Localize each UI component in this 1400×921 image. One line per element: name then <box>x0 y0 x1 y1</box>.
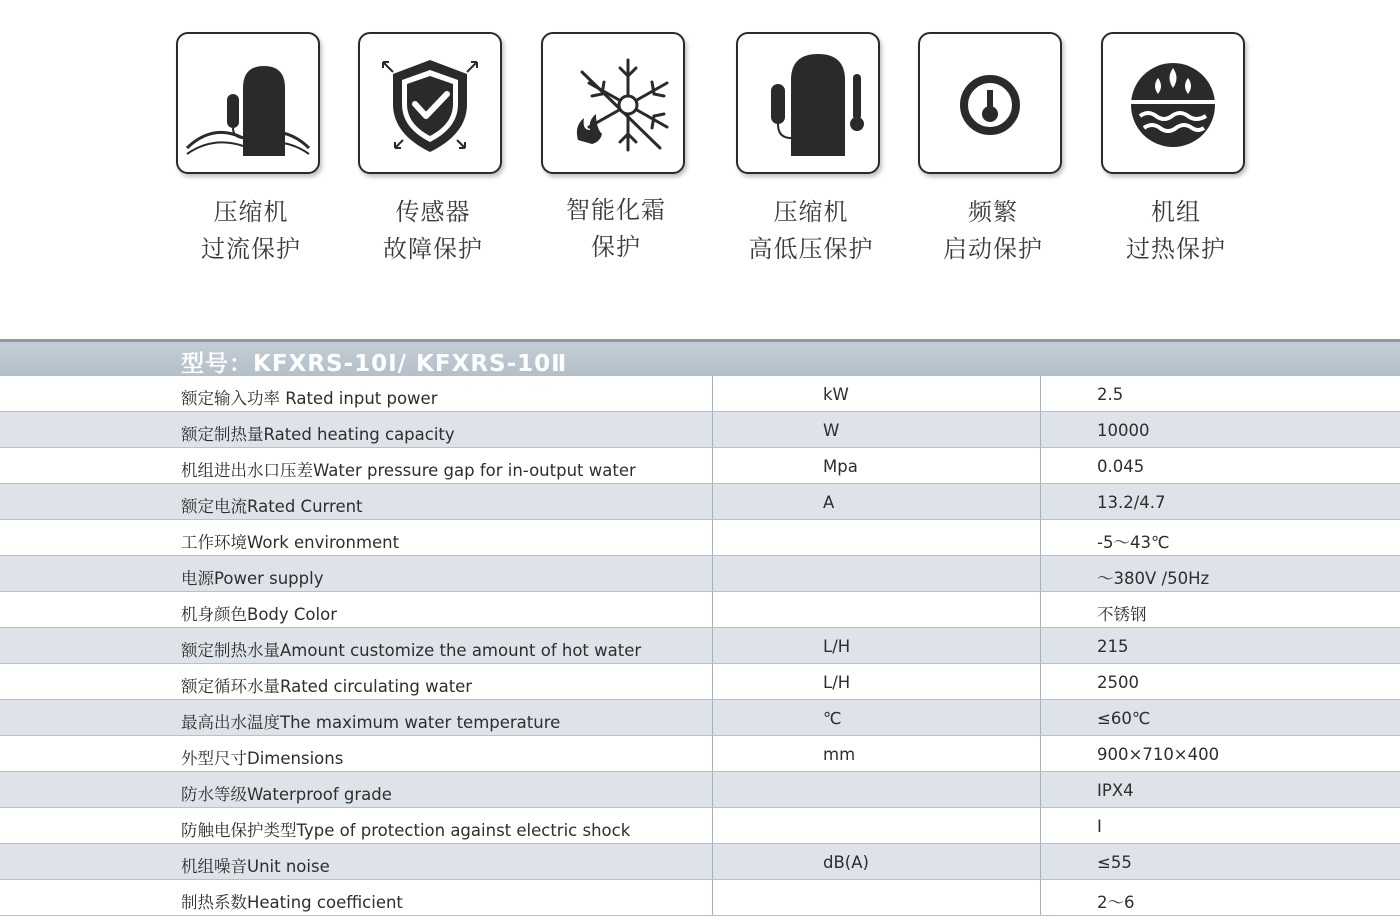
feature-subtitle: 过热保护 <box>1126 235 1226 263</box>
table-row <box>0 880 1400 916</box>
spec-name: 电源Power supply <box>181 569 324 588</box>
spec-unit-cell <box>712 484 1041 519</box>
spec-value: -5～43℃ <box>1097 533 1170 552</box>
spec-table <box>0 339 1400 916</box>
feature-overheat <box>1101 32 1251 263</box>
feature-subtitle: 启动保护 <box>943 235 1043 263</box>
spec-name: 制热系数Heating coefficient <box>181 893 403 912</box>
spec-name: 额定输入功率 Rated input power <box>181 389 438 408</box>
spec-rows <box>0 376 1400 916</box>
protection-features <box>0 0 1400 330</box>
spec-unit-cell <box>712 664 1041 699</box>
overheat-water-icon <box>1101 32 1245 174</box>
feature-sensor-fault <box>358 32 508 263</box>
spec-value: 2.5 <box>1097 385 1124 404</box>
table-row <box>0 520 1400 556</box>
feature-compressor-overcurrent <box>176 32 326 263</box>
table-row <box>0 412 1400 448</box>
feature-title: 机组 <box>1151 198 1201 226</box>
feature-frequent-start <box>918 32 1068 263</box>
spec-unit: L/H <box>823 637 851 656</box>
spec-unit-cell <box>712 808 1041 843</box>
spec-name: 外型尺寸Dimensions <box>181 749 344 768</box>
spec-value: 2500 <box>1097 673 1139 692</box>
spec-name: 工作环境Work environment <box>181 533 400 552</box>
spec-name: 额定循环水量Rated circulating water <box>181 677 473 696</box>
spec-unit-cell <box>712 772 1041 807</box>
spec-name: 机身颜色Body Color <box>181 605 337 624</box>
spec-name: 机组噪音Unit noise <box>181 857 330 876</box>
spec-unit: W <box>823 421 840 440</box>
table-row <box>0 448 1400 484</box>
spec-unit-cell <box>712 448 1041 483</box>
spec-name: 防触电保护类型Type of protection against electric shock <box>181 821 631 840</box>
spec-unit: ℃ <box>823 709 842 728</box>
spec-unit-cell <box>712 592 1041 627</box>
spec-unit: dB(A) <box>823 853 869 872</box>
spec-unit-cell <box>712 880 1041 915</box>
spec-unit-cell <box>712 376 1041 411</box>
spec-unit-cell <box>712 844 1041 879</box>
power-start-icon <box>918 32 1062 174</box>
shield-check-icon <box>358 32 502 174</box>
feature-subtitle: 故障保护 <box>383 235 483 263</box>
spec-unit-cell <box>712 412 1041 447</box>
spec-unit: L/H <box>823 673 851 692</box>
spec-name: 机组进出水口压差Water pressure gap for in-output water <box>181 461 636 480</box>
table-row <box>0 628 1400 664</box>
table-row <box>0 556 1400 592</box>
spec-value: ≤60℃ <box>1097 709 1151 728</box>
table-row <box>0 376 1400 412</box>
table-row <box>0 592 1400 628</box>
spec-unit: mm <box>823 745 856 764</box>
spec-value: 215 <box>1097 637 1129 656</box>
compressor-overcurrent-icon <box>176 32 320 174</box>
spec-unit-cell <box>712 700 1041 735</box>
spec-name: 额定制热水量Amount customize the amount of hot water <box>181 641 642 660</box>
spec-unit: kW <box>823 385 849 404</box>
compressor-pressure-icon <box>736 32 880 174</box>
spec-value: I <box>1097 817 1102 836</box>
spec-unit-cell <box>712 628 1041 663</box>
feature-title: 压缩机 <box>773 198 849 226</box>
table-row <box>0 772 1400 808</box>
feature-title: 智能化霜 <box>566 196 666 224</box>
spec-value: 2～6 <box>1097 893 1135 912</box>
spec-unit: Mpa <box>823 457 858 476</box>
spec-value: 0.045 <box>1097 457 1145 476</box>
spec-value: 900×710×400 <box>1097 745 1220 764</box>
table-row <box>0 736 1400 772</box>
spec-value: 13.2/4.7 <box>1097 493 1166 512</box>
feature-smart-defrost <box>541 32 691 261</box>
model-title: 型号：KFXRS-10Ⅰ/ KFXRS-10Ⅱ <box>181 351 568 377</box>
spec-unit-cell <box>712 736 1041 771</box>
spec-unit: A <box>823 493 835 512</box>
spec-name: 最高出水温度The maximum water temperature <box>181 713 561 732</box>
spec-name: 额定制热量Rated heating capacity <box>181 425 455 444</box>
table-row <box>0 700 1400 736</box>
spec-unit-cell <box>712 520 1041 555</box>
spec-value: IPX4 <box>1097 781 1134 800</box>
snowflake-defrost-icon <box>541 32 685 174</box>
spec-value: 不锈钢 <box>1097 605 1147 624</box>
feature-title: 频繁 <box>968 198 1018 226</box>
table-row <box>0 664 1400 700</box>
feature-subtitle: 保护 <box>591 233 641 261</box>
spec-value: ～380V /50Hz <box>1097 569 1210 588</box>
table-row <box>0 808 1400 844</box>
feature-subtitle: 过流保护 <box>201 235 301 263</box>
feature-compressor-pressure <box>736 32 886 263</box>
spec-name: 防水等级Waterproof grade <box>181 785 392 804</box>
feature-title: 传感器 <box>395 198 471 226</box>
feature-subtitle: 高低压保护 <box>748 235 874 263</box>
spec-table-header <box>0 339 1400 376</box>
table-row <box>0 844 1400 880</box>
spec-value: 10000 <box>1097 421 1150 440</box>
table-row <box>0 484 1400 520</box>
spec-unit-cell <box>712 556 1041 591</box>
spec-value: ≤55 <box>1097 853 1132 872</box>
feature-title: 压缩机 <box>213 198 289 226</box>
spec-name: 额定电流Rated Current <box>181 497 363 516</box>
